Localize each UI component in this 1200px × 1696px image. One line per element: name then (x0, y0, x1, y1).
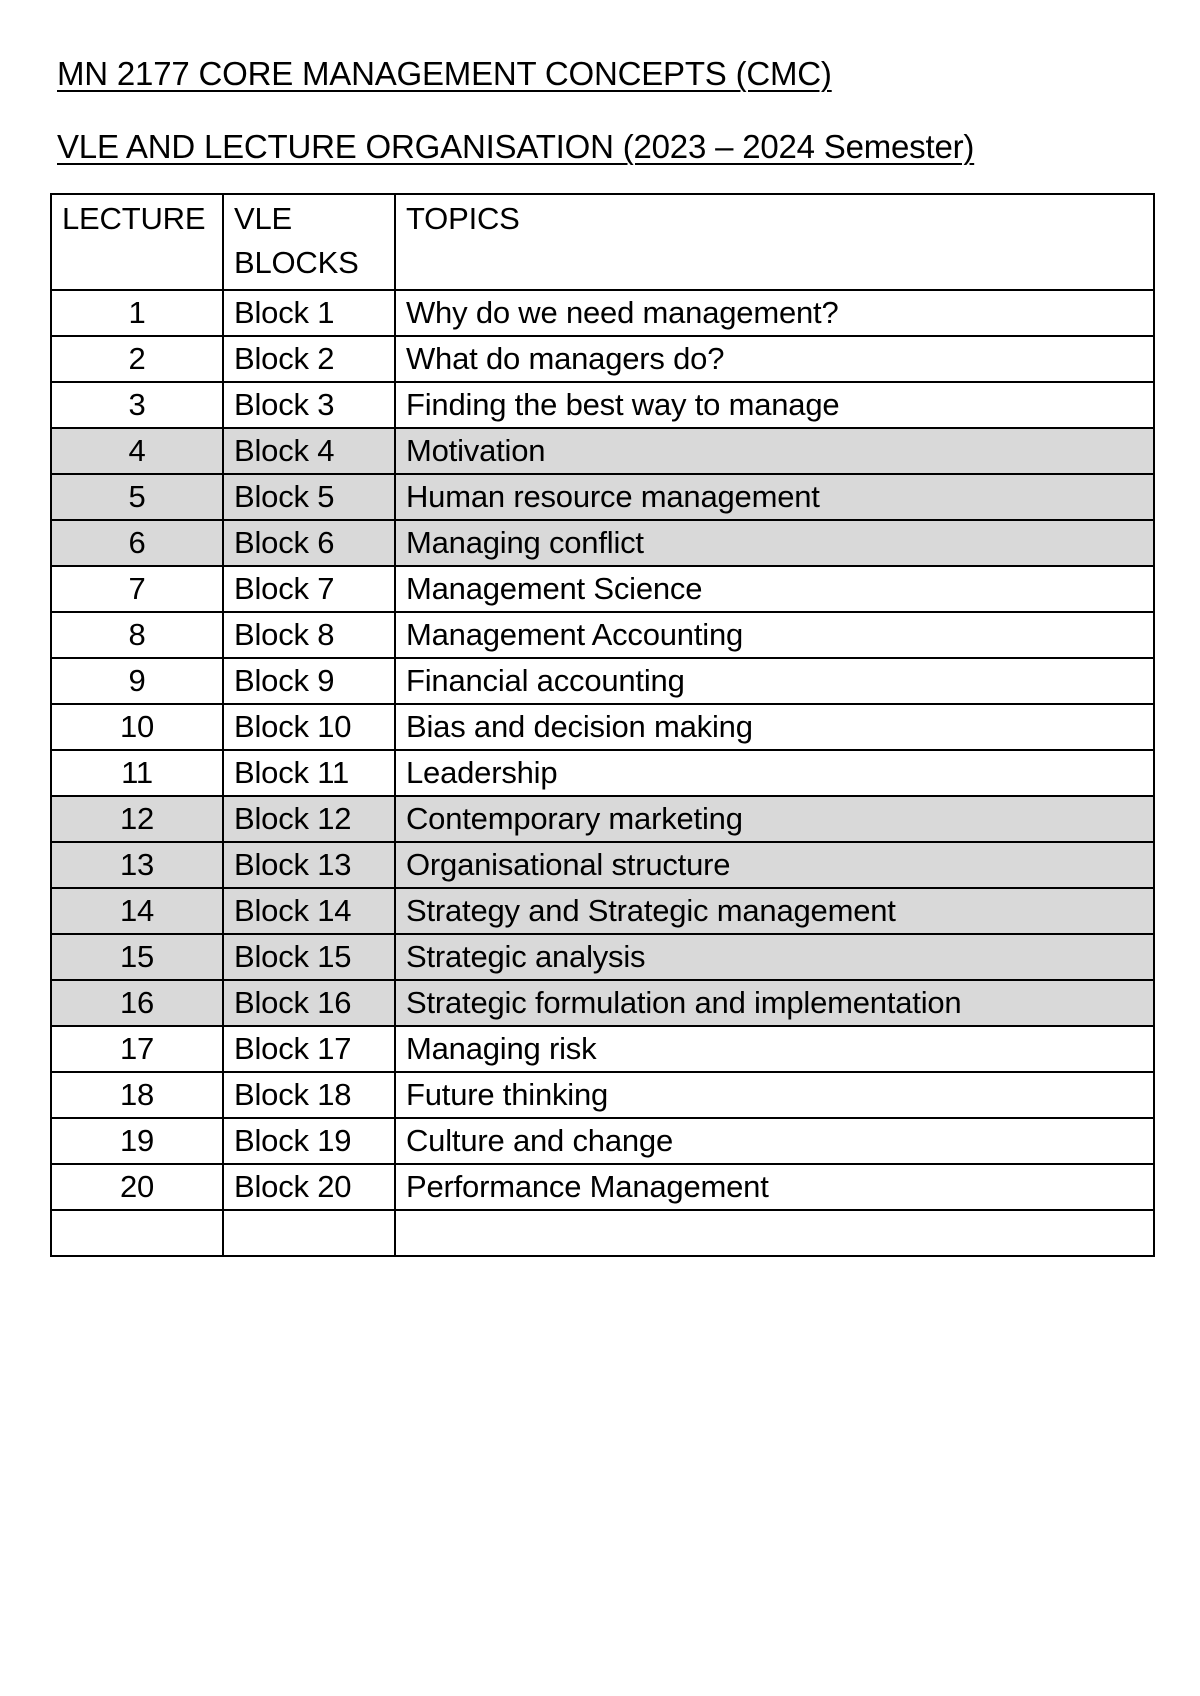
lecture-number-cell: 7 (51, 566, 223, 612)
topic-cell: Culture and change (395, 1118, 1154, 1164)
lecture-number-cell: 11 (51, 750, 223, 796)
topic-cell: Bias and decision making (395, 704, 1154, 750)
lecture-number-cell: 6 (51, 520, 223, 566)
table-row (51, 382, 1154, 428)
topic-cell: Management Science (395, 566, 1154, 612)
vle-block-cell: Block 12 (223, 796, 395, 842)
table-row (51, 612, 1154, 658)
vle-block-cell: Block 16 (223, 980, 395, 1026)
document-title: MN 2177 CORE MANAGEMENT CONCEPTS (CMC) (57, 55, 832, 92)
topic-cell: Managing risk (395, 1026, 1154, 1072)
table-row (51, 842, 1154, 888)
topic-cell: Managing conflict (395, 520, 1154, 566)
vle-block-cell: Block 3 (223, 382, 395, 428)
lecture-number-cell: 19 (51, 1118, 223, 1164)
topic-cell (395, 1210, 1154, 1256)
vle-block-cell: Block 19 (223, 1118, 395, 1164)
topic-cell: Strategic analysis (395, 934, 1154, 980)
lecture-number-cell: 4 (51, 428, 223, 474)
lecture-number-cell: 18 (51, 1072, 223, 1118)
lecture-number-cell: 10 (51, 704, 223, 750)
table-row (51, 658, 1154, 704)
vle-block-cell: Block 8 (223, 612, 395, 658)
lecture-number-cell: 2 (51, 336, 223, 382)
table-row (51, 520, 1154, 566)
table-row (51, 428, 1154, 474)
table-row (51, 1026, 1154, 1072)
vle-block-cell: Block 17 (223, 1026, 395, 1072)
topic-cell: Human resource management (395, 474, 1154, 520)
lecture-number-cell: 15 (51, 934, 223, 980)
lecture-number-cell: 17 (51, 1026, 223, 1072)
lecture-schedule-table (50, 193, 1155, 1257)
table-row (51, 566, 1154, 612)
vle-block-cell: Block 6 (223, 520, 395, 566)
table-row (51, 796, 1154, 842)
topic-cell: Leadership (395, 750, 1154, 796)
lecture-number-cell (51, 1210, 223, 1256)
table-row (51, 1118, 1154, 1164)
lecture-number-cell: 13 (51, 842, 223, 888)
vle-block-cell: Block 2 (223, 336, 395, 382)
table-body (51, 194, 1154, 1256)
vle-block-cell: Block 7 (223, 566, 395, 612)
topic-cell: Strategic formulation and implementation (395, 980, 1154, 1026)
lecture-number-cell: 12 (51, 796, 223, 842)
topic-cell: Why do we need management? (395, 290, 1154, 336)
vle-block-cell: Block 13 (223, 842, 395, 888)
table-row (51, 934, 1154, 980)
vle-block-cell: Block 5 (223, 474, 395, 520)
vle-block-cell: Block 15 (223, 934, 395, 980)
lecture-number-cell: 5 (51, 474, 223, 520)
topic-cell: Finding the best way to manage (395, 382, 1154, 428)
topic-cell: Contemporary marketing (395, 796, 1154, 842)
table-header-row (51, 194, 1154, 290)
column-header-topics: TOPICS (395, 194, 1154, 290)
lecture-number-cell: 20 (51, 1164, 223, 1210)
vle-block-cell: Block 9 (223, 658, 395, 704)
table-row (51, 1072, 1154, 1118)
column-header-lecture: LECTURE (51, 194, 223, 290)
vle-block-cell: Block 10 (223, 704, 395, 750)
lecture-number-cell: 16 (51, 980, 223, 1026)
table-row (51, 474, 1154, 520)
lecture-number-cell: 3 (51, 382, 223, 428)
topic-cell: Management Accounting (395, 612, 1154, 658)
vle-block-cell (223, 1210, 395, 1256)
lecture-number-cell: 1 (51, 290, 223, 336)
vle-block-cell: Block 4 (223, 428, 395, 474)
vle-block-cell: Block 1 (223, 290, 395, 336)
topic-cell: Strategy and Strategic management (395, 888, 1154, 934)
topic-cell: Future thinking (395, 1072, 1154, 1118)
vle-block-cell: Block 18 (223, 1072, 395, 1118)
table-row (51, 750, 1154, 796)
lecture-number-cell: 8 (51, 612, 223, 658)
vle-block-cell: Block 20 (223, 1164, 395, 1210)
vle-block-cell: Block 11 (223, 750, 395, 796)
table-row (51, 888, 1154, 934)
table-row (51, 336, 1154, 382)
topic-cell: What do managers do? (395, 336, 1154, 382)
topic-cell: Motivation (395, 428, 1154, 474)
table-row (51, 290, 1154, 336)
table-row (51, 704, 1154, 750)
lecture-number-cell: 9 (51, 658, 223, 704)
column-header-vle-blocks: VLE BLOCKS (223, 194, 395, 290)
table-row (51, 1210, 1154, 1256)
document-subtitle: VLE AND LECTURE ORGANISATION (2023 – 2024 Semester) (57, 128, 975, 165)
table-row (51, 980, 1154, 1026)
topic-cell: Organisational structure (395, 842, 1154, 888)
table-row (51, 1164, 1154, 1210)
lecture-number-cell: 14 (51, 888, 223, 934)
topic-cell: Performance Management (395, 1164, 1154, 1210)
vle-block-cell: Block 14 (223, 888, 395, 934)
topic-cell: Financial accounting (395, 658, 1154, 704)
